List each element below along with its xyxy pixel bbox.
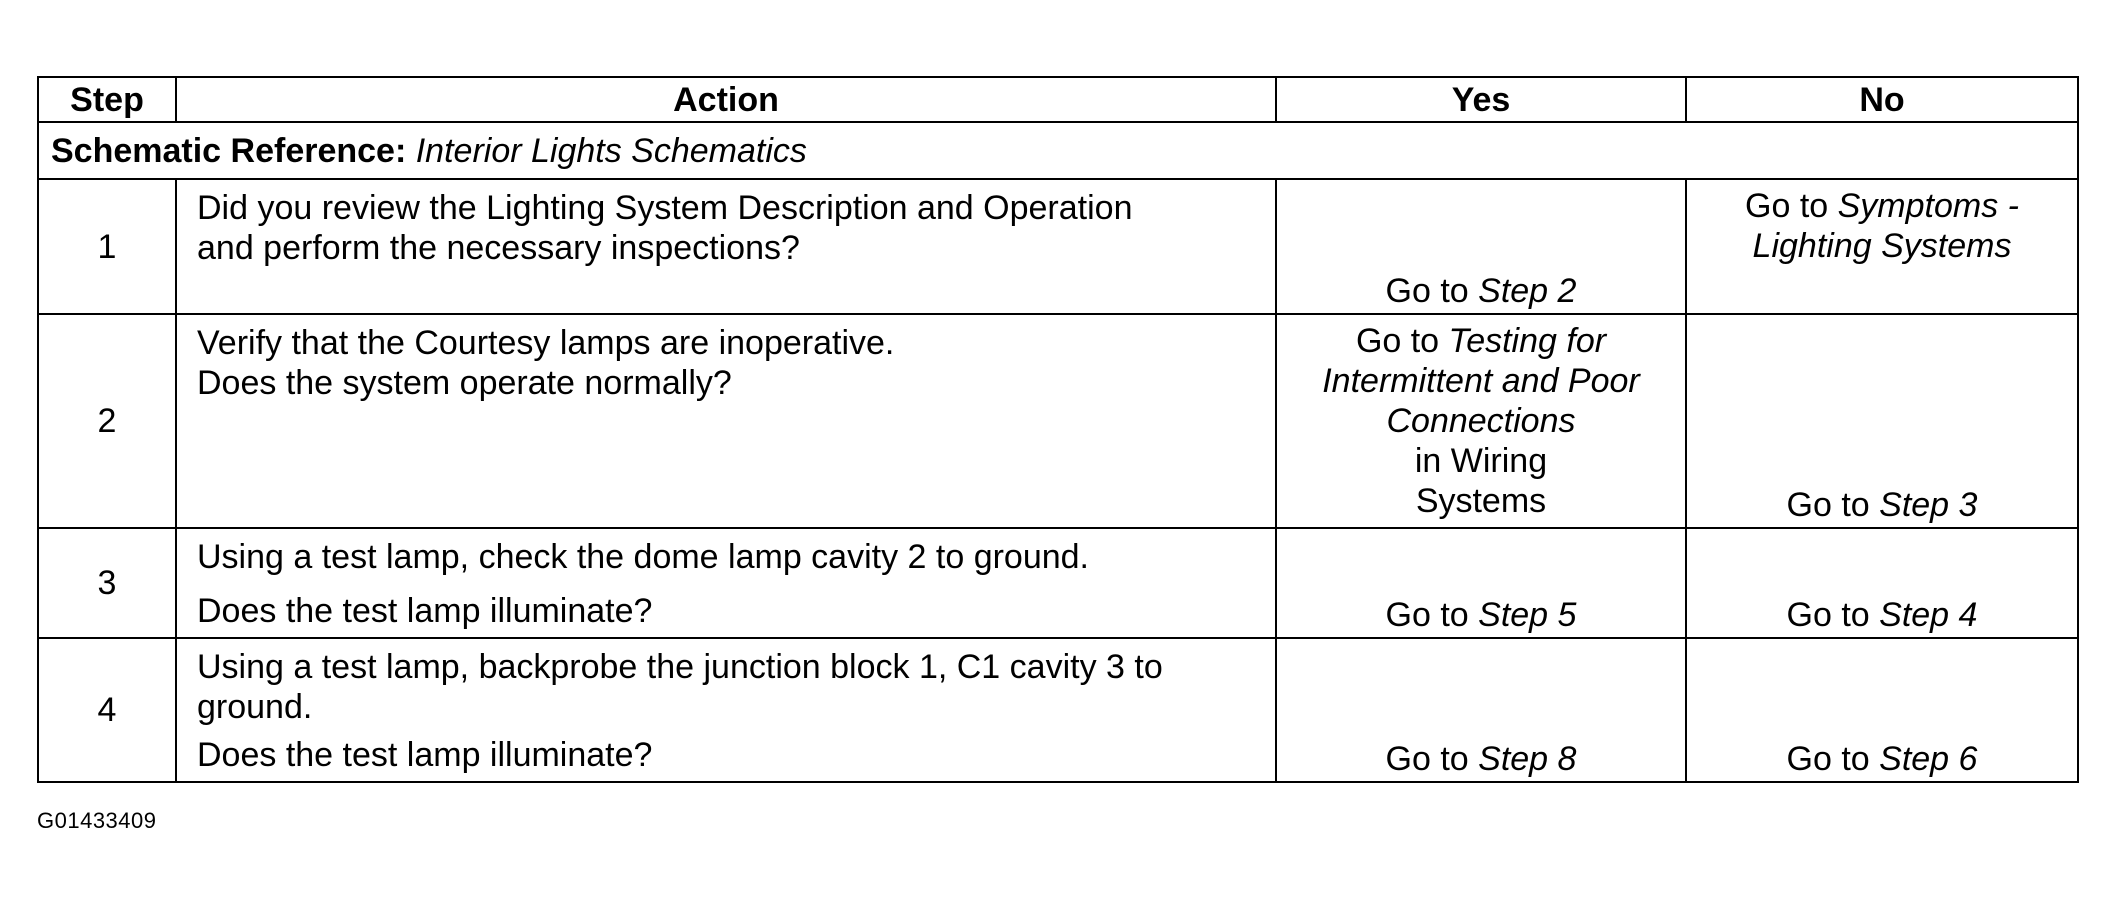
yes-cell [1276,314,1686,528]
table-row [38,638,2078,782]
no-prefix: Go to [1786,596,1880,634]
schematic-reference [38,122,2078,179]
header-step: Step [38,77,176,122]
action-text: Does the test lamp illuminate? [197,736,653,774]
action-cell [176,528,1276,638]
action-text: Does the test lamp illuminate? [197,592,653,630]
yes-target: Testing for [1448,322,1607,360]
yes-suffix: in Wiring [1414,442,1548,480]
yes-cell [1276,179,1686,314]
no-target: Step 4 [1879,596,1978,634]
yes-prefix: Go to [1355,322,1449,360]
no-answer [1687,595,2077,635]
yes-target: Step 5 [1478,596,1577,634]
diagnostic-table [37,76,2079,783]
no-target: Step 3 [1879,486,1978,524]
header-yes: Yes [1276,77,1686,122]
yes-cell [1276,528,1686,638]
no-target: Lighting Systems [1752,227,2012,265]
header-row [38,77,2078,122]
schematic-reference-label: Schematic Reference: [51,131,407,170]
step-number: 1 [38,179,176,314]
action-cell [176,314,1276,528]
schematic-reference-link: Interior Lights Schematics [415,131,807,170]
no-cell [1686,528,2078,638]
yes-answer [1277,739,1685,779]
figure-id: G01433409 [37,808,157,833]
schematic-reference-row [38,122,2078,179]
no-prefix: Go to [1786,486,1880,524]
step-number: 3 [38,528,176,638]
table-row [38,314,2078,528]
yes-suffix: Systems [1415,482,1547,520]
yes-prefix: Go to [1385,272,1479,310]
action-cell [176,179,1276,314]
action-text: Does the system operate normally? [197,364,732,402]
action-text: and perform the necessary inspections? [197,229,800,267]
no-answer [1687,186,2077,266]
header-action: Action [176,77,1276,122]
yes-target: Step 8 [1478,740,1577,778]
yes-cell [1276,638,1686,782]
yes-answer [1277,271,1685,311]
yes-target: Intermittent and Poor [1322,362,1640,400]
action-text: Verify that the Courtesy lamps are inoperative. [197,324,895,362]
action-text: Did you review the Lighting System Description and Operation [197,189,1133,227]
action-text: Using a test lamp, backprobe the junction block 1, C1 cavity 3 to [197,648,1163,686]
action-text: Using a test lamp, check the dome lamp cavity 2 to ground. [197,538,1090,576]
yes-answer [1277,321,1685,521]
step-number: 2 [38,314,176,528]
header-no: No [1686,77,2078,122]
no-prefix: Go to [1786,740,1880,778]
yes-target: Connections [1386,402,1576,440]
yes-prefix: Go to [1385,596,1479,634]
no-prefix: Go to [1745,187,1838,225]
step-number: 4 [38,638,176,782]
no-cell [1686,314,2078,528]
table-row [38,528,2078,638]
no-target: Symptoms - [1837,187,2019,225]
no-cell [1686,179,2078,314]
no-answer [1687,739,2077,779]
no-answer [1687,485,2077,525]
yes-answer [1277,595,1685,635]
action-text: ground. [197,688,313,726]
no-cell [1686,638,2078,782]
action-cell [176,638,1276,782]
no-target: Step 6 [1879,740,1978,778]
table-row [38,179,2078,314]
yes-prefix: Go to [1385,740,1479,778]
yes-target: Step 2 [1478,272,1577,310]
